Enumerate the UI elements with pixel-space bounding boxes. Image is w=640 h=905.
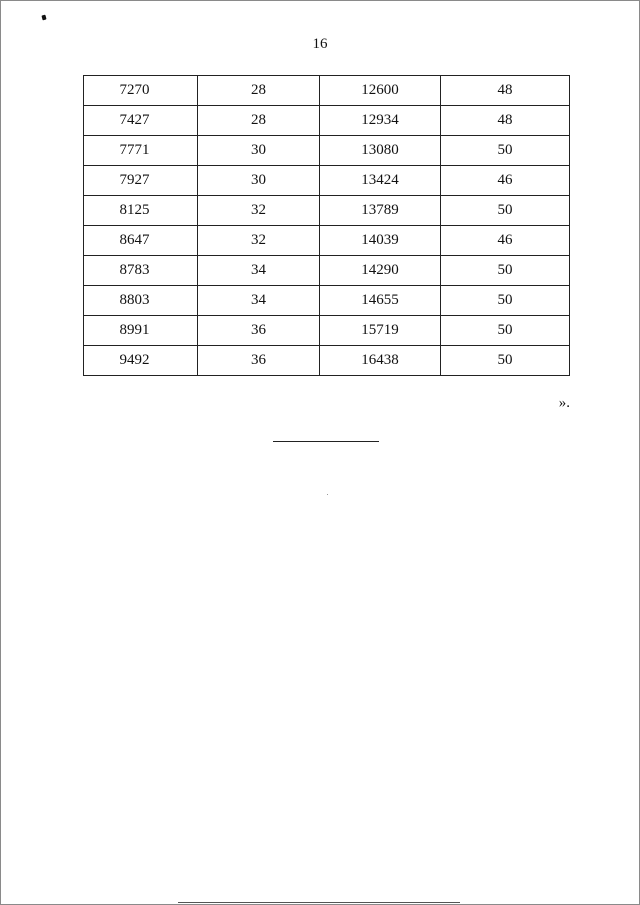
- table-cell: 50: [441, 256, 570, 286]
- table-body: [84, 76, 570, 376]
- table-cell: 50: [441, 196, 570, 226]
- table-row: [84, 286, 570, 316]
- table-cell: 7427: [84, 106, 198, 136]
- bottom-edge-line: [178, 902, 460, 903]
- table-cell: 14290: [320, 256, 441, 286]
- table-cell: 46: [441, 226, 570, 256]
- table-cell: 7270: [84, 76, 198, 106]
- data-table: [83, 75, 570, 376]
- table-row: [84, 76, 570, 106]
- table-cell: 16438: [320, 346, 441, 376]
- table-cell: 13424: [320, 166, 441, 196]
- table-cell: 48: [441, 106, 570, 136]
- table-row: [84, 316, 570, 346]
- page-number: 16: [312, 36, 328, 52]
- table-row: [84, 226, 570, 256]
- table-cell: 34: [198, 286, 320, 316]
- table-cell: 32: [198, 196, 320, 226]
- table-cell: 7771: [84, 136, 198, 166]
- table-cell: 12934: [320, 106, 441, 136]
- table-cell: 36: [198, 346, 320, 376]
- table-cell: 48: [441, 76, 570, 106]
- table-cell: 8991: [84, 316, 198, 346]
- table-cell: 28: [198, 106, 320, 136]
- closing-quote: ».: [558, 395, 570, 411]
- table-row: [84, 346, 570, 376]
- table-row: [84, 136, 570, 166]
- table-cell: 32: [198, 226, 320, 256]
- table-cell: 15719: [320, 316, 441, 346]
- table-cell: 13080: [320, 136, 441, 166]
- table-row: [84, 256, 570, 286]
- table-row: [84, 196, 570, 226]
- table-cell: 8125: [84, 196, 198, 226]
- table-cell: 8647: [84, 226, 198, 256]
- table-cell: 50: [441, 286, 570, 316]
- table-cell: 30: [198, 136, 320, 166]
- table-cell: 9492: [84, 346, 198, 376]
- table-cell: 50: [441, 316, 570, 346]
- table-cell: 50: [441, 346, 570, 376]
- table-cell: 13789: [320, 196, 441, 226]
- table-cell: 8783: [84, 256, 198, 286]
- table-cell: 12600: [320, 76, 441, 106]
- table-cell: 7927: [84, 166, 198, 196]
- table-cell: 36: [198, 316, 320, 346]
- scan-speck: [327, 494, 328, 495]
- table-cell: 28: [198, 76, 320, 106]
- table-cell: 14039: [320, 226, 441, 256]
- table-cell: 50: [441, 136, 570, 166]
- table-cell: 30: [198, 166, 320, 196]
- table-cell: 34: [198, 256, 320, 286]
- table-cell: 8803: [84, 286, 198, 316]
- table-cell: 46: [441, 166, 570, 196]
- separator-line: [273, 441, 379, 442]
- table-row: [84, 106, 570, 136]
- table-row: [84, 166, 570, 196]
- table-cell: 14655: [320, 286, 441, 316]
